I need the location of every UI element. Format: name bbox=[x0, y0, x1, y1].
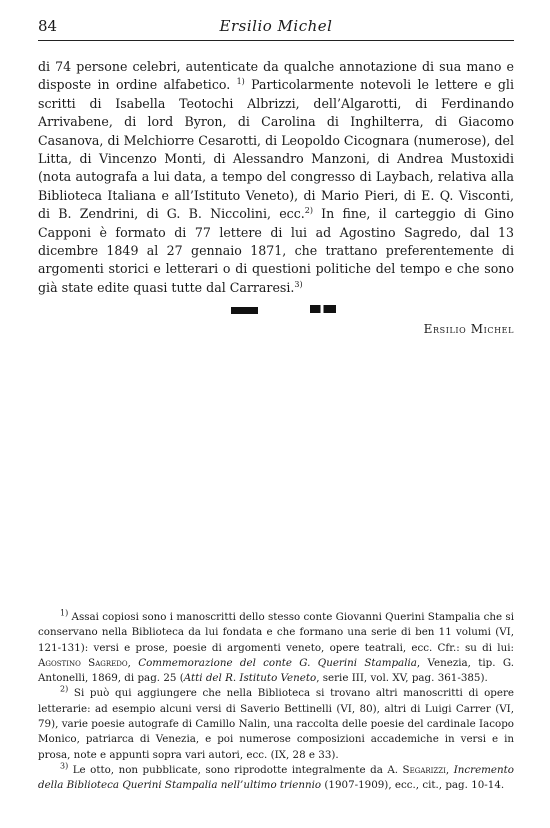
footnote-3-title: Incremento della Biblioteca Querini Stampalia nell’ultimo triennio bbox=[38, 763, 514, 792]
ink-smudge-right bbox=[310, 305, 336, 313]
footnote-1 bbox=[38, 610, 514, 686]
footnote-ref-1: 1) bbox=[236, 77, 245, 87]
footnote-2-text: Si può qui aggiungere che nella Biblioteca si trovano altri manoscritti di opere letterarie: ad esempio alcuni versi di Saverio Bettinelli (VI, 80), altri di Luigi Carrer (VI, 79), varie poesie autografe di Camillo Nalin, una raccolta delle poesie del cardinale Iacopo Monico, patriarca di Venezia, e poi numerose composizioni accademiche in versi e in prosa, note e appunti sopra vari autori, ecc. (IX, 28 e 33). bbox=[38, 687, 514, 761]
footnote-3-mark: 3) bbox=[60, 761, 69, 771]
body-paragraph bbox=[38, 58, 514, 297]
footnote-1-text-a: Assai copiosi sono i manoscritti dello stesso conte Giovanni Querini Stampalia che si conservano nella Biblioteca da lui fondata e che formano una serie di ben 11 volumi (VI, 121-131): versi e prose, poesie di argomenti veneto, opere teatrali, ecc. Cfr.: su di lui: bbox=[38, 611, 514, 654]
footnote-2 bbox=[38, 686, 514, 762]
footnote-3-text-a: Le otto, non pubblicate, sono riprodotte integralmente da bbox=[68, 763, 388, 776]
footnote-1-title: Commemorazione del conte G. Querini Stampalia bbox=[138, 656, 417, 669]
footnote-ref-2: 2) bbox=[304, 206, 313, 216]
footnote-1-author: Agostino Sagredo bbox=[38, 656, 128, 669]
footnote-3 bbox=[38, 763, 514, 794]
footnote-2-mark: 2) bbox=[60, 685, 69, 695]
body-text-part-2: Particolarmente notevoli le lettere e gli scritti di Isabella Teotochi Albrizzi, dell’Algarotti, di Ferdinando Arrivabene, di lord Byron, di Carolina di Inghilterra, di Giacomo Casanova, di Melchiorre Cesarotti, di Leopoldo Cicognara (numerose), del Litta, di Vincenzo Monti, di Alessandro Manzoni, di Andrea Mustoxidi (nota autografa a lui data, a tempo del congresso di Laybach, relativa alla Biblioteca Italiana e all’Istituto Veneto), di Mario Pieri, di E. Q. Visconti, di B. Zendrini, di G. B. Niccolini, ecc. bbox=[38, 77, 514, 222]
running-title: Ersilio Michel bbox=[219, 17, 333, 35]
body-text-part-3: In fine, il carteggio di Gino Capponi è formato di 77 lettere di lui ad Agostino Sagredo, dal 13 dicembre 1849 al 27 gennaio 1871, che trattano preferentemente di argomenti storici e letterari o di questioni politiche del tempo e che sono già state edite quasi tutte dal Carraresi. bbox=[38, 206, 514, 295]
footnote-3-author: A. Segarizzi bbox=[387, 763, 446, 776]
footnotes bbox=[38, 610, 514, 794]
footnote-1-text-d: , serie III, vol. XV, pag. 361-385). bbox=[316, 672, 488, 685]
body-text-part-1: di 74 persone celebri, autenticate da qualche annotazione di sua mano e disposte in ordine alfabetico. bbox=[38, 59, 514, 93]
footnote-ref-3: 3) bbox=[294, 279, 303, 289]
page-header bbox=[38, 14, 514, 41]
ink-smudge-left bbox=[231, 307, 258, 314]
main-text bbox=[38, 58, 514, 297]
author-signature: Ersilio Michel bbox=[423, 322, 514, 336]
footnote-3-text-b: , bbox=[445, 763, 454, 776]
page-number: 84 bbox=[38, 17, 58, 35]
footnote-1-mark: 1) bbox=[60, 608, 69, 618]
footnote-1-text-b: , bbox=[127, 656, 139, 669]
footnote-1-series: Atti del R. Istituto Veneto bbox=[183, 672, 317, 685]
footnote-1-text-c: , Venezia, tip. G. Antonelli, 1869, di pag. 25 ( bbox=[38, 656, 514, 685]
footnote-3-text-c: (1907-1909), ecc., cit., pag. 10-14. bbox=[321, 779, 505, 792]
